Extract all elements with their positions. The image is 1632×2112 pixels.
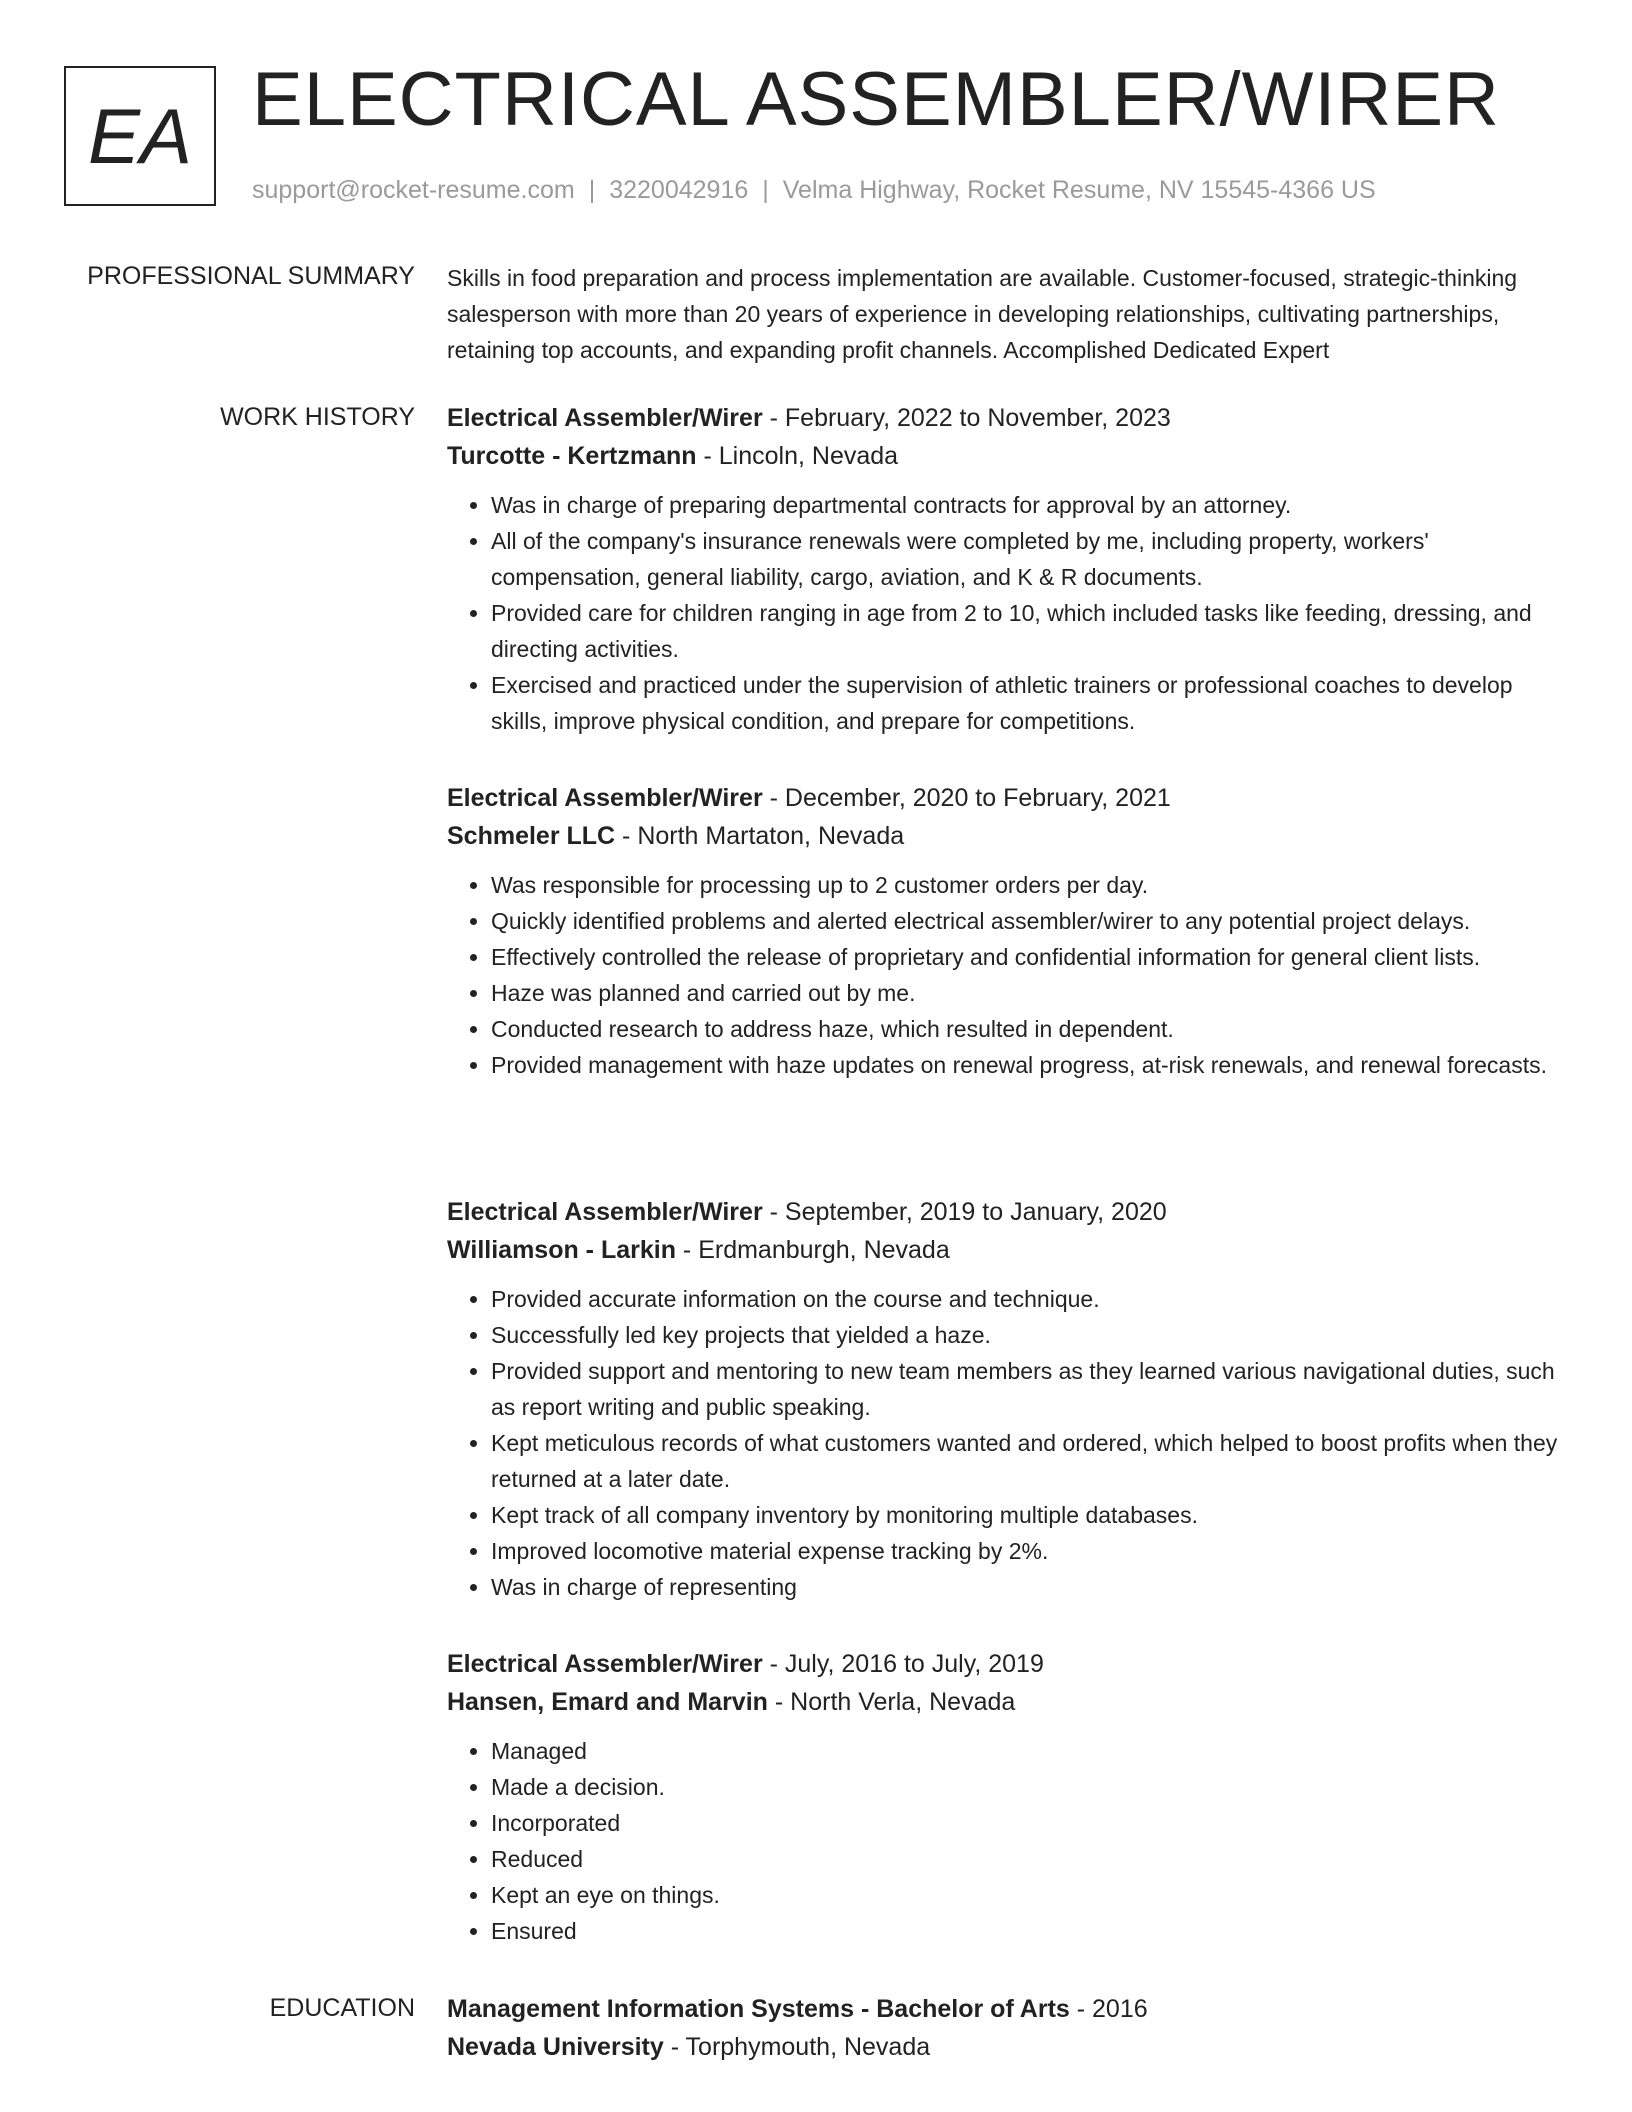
job-title-line xyxy=(447,1645,1572,1683)
list-item: • Successfully led key projects that yielded a haze. xyxy=(491,1317,1572,1353)
job-title: Electrical Assembler/Wirer xyxy=(447,404,763,432)
job-company: Schmeler LLC xyxy=(447,822,616,850)
job-company-line xyxy=(447,437,1572,475)
list-item: • Made a decision. xyxy=(491,1769,1572,1805)
list-item: • Haze was planned and carried out by me. xyxy=(491,975,1572,1011)
school: Nevada University xyxy=(447,2033,664,2061)
section-label-work-history: WORK HISTORY xyxy=(220,403,415,431)
job-location: - North Martaton, Nevada xyxy=(615,822,905,850)
degree-line xyxy=(447,1990,1572,2028)
list-item: • Was responsible for processing up to 2 customer orders per day. xyxy=(491,867,1572,903)
job-location: - Erdmanburgh, Nevada xyxy=(675,1236,950,1264)
contact-separator: | xyxy=(588,176,596,204)
job-dates: - September, 2019 to January, 2020 xyxy=(762,1198,1167,1226)
job-title-line xyxy=(447,779,1572,817)
job-title-line xyxy=(447,1193,1572,1231)
school-line xyxy=(447,2028,1572,2066)
job-title: Electrical Assembler/Wirer xyxy=(447,1198,763,1226)
list-item: • Was in charge of preparing departmental contracts for approval by an attorney. xyxy=(491,487,1572,523)
list-item: • Was in charge of representing xyxy=(491,1569,1572,1605)
section-label-summary: PROFESSIONAL SUMMARY xyxy=(87,262,415,290)
list-item: • Effectively controlled the release of proprietary and confidential information for general client lists. xyxy=(491,939,1572,975)
job-title: Electrical Assembler/Wirer xyxy=(447,784,763,812)
job-company: Turcotte - Kertzmann xyxy=(447,442,697,470)
list-item: • Reduced xyxy=(491,1841,1572,1877)
list-item: • Ensured xyxy=(491,1913,1572,1949)
job-entry xyxy=(447,1645,1572,1949)
job-company-line xyxy=(447,1683,1572,1721)
list-item: • Quickly identified problems and alerted electrical assembler/wirer to any potential project delays. xyxy=(491,903,1572,939)
job-dates: - July, 2016 to July, 2019 xyxy=(762,1650,1044,1678)
list-item: • Provided care for children ranging in age from 2 to 10, which included tasks like feeding, dressing, and directing activities. xyxy=(491,595,1572,667)
job-company-line xyxy=(447,1231,1572,1269)
degree-year: - 2016 xyxy=(1069,1995,1148,2023)
job-location: - Lincoln, Nevada xyxy=(696,442,899,470)
list-item: • Kept meticulous records of what customers wanted and ordered, which helped to boost profits when they returned at a later date. xyxy=(491,1425,1572,1497)
job-dates: - February, 2022 to November, 2023 xyxy=(762,404,1171,432)
list-item: • Provided support and mentoring to new team members as they learned various navigational duties, such as report writing and public speaking. xyxy=(491,1353,1572,1425)
job-entry xyxy=(447,1193,1572,1605)
monogram-logo: EA xyxy=(64,66,216,206)
job-bullets xyxy=(447,1281,1572,1605)
job-company: Williamson - Larkin xyxy=(447,1236,676,1264)
job-dates: - December, 2020 to February, 2021 xyxy=(762,784,1171,812)
degree: Management Information Systems - Bachelor of Arts xyxy=(447,1995,1070,2023)
list-item: • Conducted research to address haze, which resulted in dependent. xyxy=(491,1011,1572,1047)
list-item: • All of the company's insurance renewals were completed by me, including property, workers' compensation, general liability, cargo, aviation, and K & R documents. xyxy=(491,523,1572,595)
contact-email[interactable]: support@rocket-resume.com xyxy=(252,176,575,204)
list-item: • Incorporated xyxy=(491,1805,1572,1841)
list-item: • Exercised and practiced under the supervision of athletic trainers or professional coaches to develop skills, improve physical condition, and prepare for competitions. xyxy=(491,667,1572,739)
contact-address: Velma Highway, Rocket Resume, NV 15545-4366 US xyxy=(782,176,1376,204)
job-company: Hansen, Emard and Marvin xyxy=(447,1688,768,1716)
contact-phone[interactable]: 3220042916 xyxy=(609,176,749,204)
school-location: - Torphymouth, Nevada xyxy=(663,2033,931,2061)
section-label-education: EDUCATION xyxy=(269,1994,415,2022)
list-item: • Improved locomotive material expense tracking by 2%. xyxy=(491,1533,1572,1569)
job-location: - North Verla, Nevada xyxy=(767,1688,1016,1716)
list-item: • Kept an eye on things. xyxy=(491,1877,1572,1913)
education-entry xyxy=(447,1990,1572,2066)
job-entry xyxy=(447,779,1572,1083)
summary-text: Skills in food preparation and process implementation are available. Customer-focused, strategic-thinking salesperson with more than 20 years of experience in developing relationships, cultivating partnerships, retaining top accounts, and expanding profit channels. Accomplished Dedicated Expert xyxy=(447,265,1518,363)
list-item: • Provided management with haze updates on renewal progress, at-risk renewals, and renewal forecasts. xyxy=(491,1047,1572,1083)
job-entry xyxy=(447,399,1572,739)
job-title: Electrical Assembler/Wirer xyxy=(447,1650,763,1678)
list-item: • Provided accurate information on the course and technique. xyxy=(491,1281,1572,1317)
list-item: • Kept track of all company inventory by monitoring multiple databases. xyxy=(491,1497,1572,1533)
job-title-line xyxy=(447,399,1572,437)
job-company-line xyxy=(447,817,1572,855)
job-bullets xyxy=(447,487,1572,739)
contact-line xyxy=(252,176,1376,205)
job-bullets xyxy=(447,867,1572,1083)
list-item: • Managed xyxy=(491,1733,1572,1769)
resume-title: ELECTRICAL ASSEMBLER/WIRER xyxy=(252,57,1500,142)
job-bullets xyxy=(447,1733,1572,1949)
contact-separator: | xyxy=(762,176,769,204)
